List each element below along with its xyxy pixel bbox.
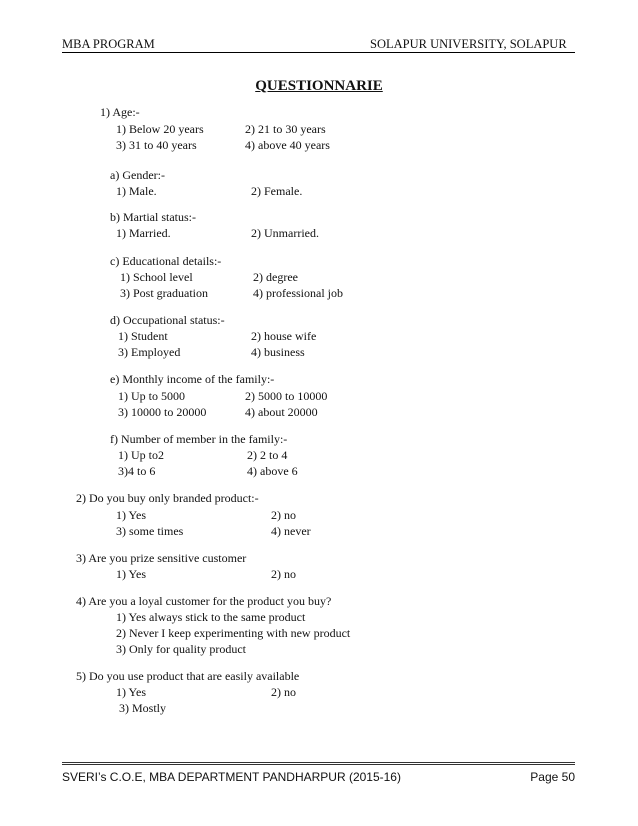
page-title: QUESTIONNARIE — [255, 78, 383, 94]
footer-divider-bottom — [62, 764, 575, 765]
questionnaire-line: 1) Yes — [116, 685, 147, 699]
questionnaire-line: 3) 31 to 40 years — [116, 138, 197, 152]
questionnaire-line: 1) Student — [118, 329, 168, 343]
questionnaire-line: 2) no — [271, 508, 296, 522]
questionnaire-line: 1) Age:- — [100, 105, 140, 119]
questionnaire-line: 3)4 to 6 — [118, 464, 156, 478]
header-divider — [62, 52, 575, 53]
questionnaire-line: d) Occupational status:- — [110, 313, 225, 327]
questionnaire-line: c) Educational details:- — [110, 254, 222, 268]
questionnaire-line: 3) Only for quality product — [116, 642, 246, 656]
questionnaire-line: 1) School level — [120, 270, 193, 284]
questionnaire-line: 4) above 6 — [247, 464, 298, 478]
questionnaire-line: 2) 5000 to 10000 — [245, 389, 328, 403]
footer-department: SVERI’s C.O.E, MBA DEPARTMENT PANDHARPUR (2015-16) — [62, 770, 401, 784]
questionnaire-line: e) Monthly income of the family:- — [110, 372, 275, 386]
questionnaire-line: 3) Are you prize sensitive customer — [76, 551, 247, 565]
questionnaire-line: 3) some times — [116, 524, 184, 538]
questionnaire-line: 4) about 20000 — [245, 405, 318, 419]
questionnaire-line: 1) Yes — [116, 567, 147, 581]
questionnaire-line: 1) Yes — [116, 508, 147, 522]
questionnaire-line: 2) Unmarried. — [251, 226, 319, 240]
questionnaire-line: 3) 10000 to 20000 — [118, 405, 207, 419]
questionnaire-line: 1) Male. — [116, 184, 157, 198]
header-program: MBA PROGRAM — [62, 37, 155, 51]
questionnaire-line: 2) no — [271, 685, 296, 699]
questionnaire-line: 4) professional job — [253, 286, 343, 300]
questionnaire-line: 2) Never I keep experimenting with new product — [116, 626, 351, 640]
questionnaire-line: b) Martial status:- — [110, 210, 196, 224]
questionnaire-line: 2) no — [271, 567, 296, 581]
questionnaire-line: 4) business — [251, 345, 305, 359]
questionnaire-line: 2) degree — [253, 270, 298, 284]
footer-page-number: Page 50 — [530, 770, 575, 784]
questionnaire-line: 3) Mostly — [119, 701, 167, 715]
footer-divider-top — [62, 762, 575, 763]
questionnaire-line: 1) Married. — [116, 226, 171, 240]
questionnaire-line: 1) Yes always stick to the same product — [116, 610, 306, 624]
questionnaire-line: 4) above 40 years — [245, 138, 330, 152]
questionnaire-line: 5) Do you use product that are easily available — [76, 669, 300, 683]
questionnaire-line: 2) Female. — [251, 184, 303, 198]
questionnaire-line: f) Number of member in the family:- — [110, 432, 288, 446]
header-university: SOLAPUR UNIVERSITY, SOLAPUR — [370, 37, 567, 51]
questionnaire-line: 1) Below 20 years — [116, 122, 204, 136]
questionnaire-line: 2) Do you buy only branded product:- — [76, 491, 259, 505]
questionnaire-line: 3) Employed — [118, 345, 181, 359]
questionnaire-line: 3) Post graduation — [120, 286, 208, 300]
questionnaire-line: 1) Up to2 — [118, 448, 164, 462]
questionnaire-line: 4) Are you a loyal customer for the product you buy? — [76, 594, 332, 608]
questionnaire-line: 2) 2 to 4 — [247, 448, 288, 462]
questionnaire-line: a) Gender:- — [110, 168, 165, 182]
questionnaire-line: 4) never — [271, 524, 311, 538]
questionnaire-line: 1) Up to 5000 — [118, 389, 185, 403]
questionnaire-line: 2) 21 to 30 years — [245, 122, 326, 136]
questionnaire-line: 2) house wife — [251, 329, 317, 343]
